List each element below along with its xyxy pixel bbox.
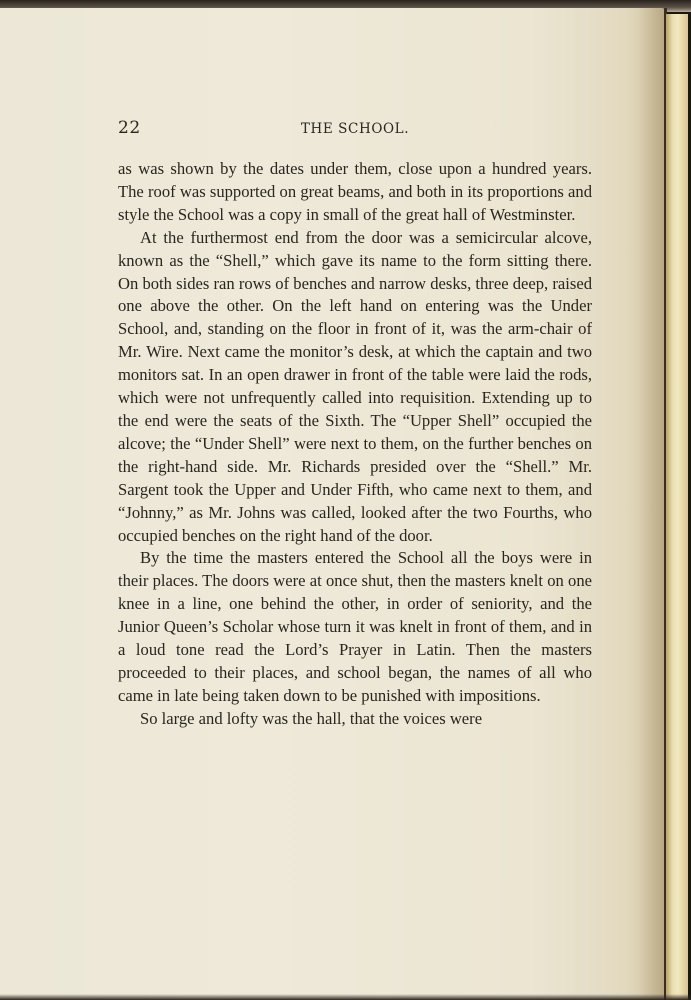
page-edge-shadow (638, 8, 664, 1000)
book-edge-strip (666, 14, 688, 1000)
paragraph-4: So large and lofty was the hall, that the voices were (140, 708, 483, 728)
paragraph-2: At the furthermost end from the door was a semicircular alcove, known as the “Shell,” which gave its name to the form sitting there. On both sides ran rows of benches and narrow desks, three deep, raised one above the other. On the left hand on entering was the Under School, and, standing on the floor in front of it, was the arm-chair of Mr. Wire. Next came the monitor’s desk, at which the captain and two monitors sat. In an open drawer in front of the table were laid the rods, which were not unfrequently called into requisition. Extending up to the end were the seats of the Sixth. The “Upper Shell” occupied the alcove; the “Under Shell” were next to them, on the further benches on the right-hand side. Mr. Richards presided over the “Shell.” Mr. Sargent took the Upper and Under Fifth, who came next to them, and “Johnny,” as Mr. Johns was called, looked after the two Fourths, who occupied benches on the right hand of the door. (118, 227, 592, 545)
bottom-shadow (0, 994, 691, 1000)
page-number: 22 (118, 118, 141, 138)
paragraph-1: as was shown by the dates under them, close upon a hundred years. The roof was supported on great beams, and both in its proportions and style the School was a copy in small of the great hall of Westminster. (118, 159, 592, 224)
body-text (118, 158, 592, 731)
page-header (118, 118, 592, 142)
running-head: THE SCHOOL. (300, 121, 410, 137)
paragraph-3: By the time the masters entered the School all the boys were in their places. The doors were at once shut, then the masters knelt on one knee in a line, one behind the other, in order of seniority, and the Junior Queen’s Scholar whose turn it was knelt in front of them, and in a loud tone read the Lord’s Prayer in Latin. Then the masters proceeded to their places, and school began, the names of all who came in late being taken down to be punished with impositions. (118, 548, 592, 705)
